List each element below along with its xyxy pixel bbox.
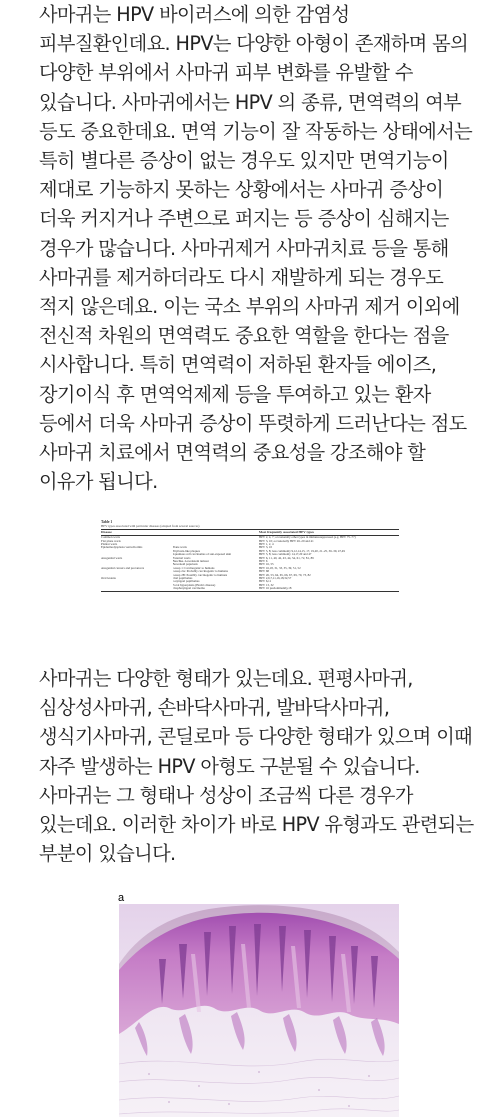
table-cell: Oral papillomas <box>172 577 193 581</box>
hpv-types-table-figure <box>101 520 399 630</box>
table-cell: Plane warts <box>172 546 187 550</box>
table-cell: Pityriasis-like plaques <box>172 549 200 553</box>
table-cell <box>101 587 173 592</box>
table-cell: HPV 1, 2, 4 <box>258 543 274 546</box>
table-cell: HPV 6, 11, 40, 42, 43, 44, 54, 61, 72, 81, 89 <box>258 556 314 560</box>
table-cell: Group 2B: Possibly carcinogenic to humans <box>172 573 228 577</box>
table-header-cell: Disease <box>101 530 173 536</box>
table-cell: Anogenital cancers and precancers <box>101 566 145 570</box>
table-cell: Flat plane warts <box>101 539 121 543</box>
table-cell: HPV 6,11 <box>258 580 272 584</box>
table-cell: HPV 2, 4, 7; occasionally other types in immunosuppressed (e.g. HPV 75–77) <box>258 535 356 540</box>
figure-panel-label: a <box>118 892 125 904</box>
wart-histology-image <box>119 904 399 1117</box>
table-cell: External warts <box>172 556 191 560</box>
article-paragraph-1: 사마귀는 HPV 바이러스에 의한 감염성 피부질환인데요. HPV는 다양한 아형이 존재하며 몸의 다양한 부위에서 사마귀 피부 변화를 유발할 수 있습니다. 사마귀에서는 HPV 의 종류, 면역력의 여부 등도 중요한데요. 면역 기능이 잘 작동하는 상태에서는 특히 별다른 증상이 없는 경우도 있지만 면역기능이 제대로 기능하지 못하는 상황에서는 사마귀 증상이 더욱 커지거나 주변으로 퍼지는 등 증상이 심해지는 경우가 많습니다. 사마귀제거 사마귀치료 등을 통해 사마귀를 제거하더라도 다시 재발하게 되는 경우도 적지 않은데요. 이는 국소 부위의 사마귀 제거 이외에 전신적 차원의 면역력도 중요한 역할을 한다는 점을 시사합니다. 특히 면역력이 저하된 환자들 에이즈, 장기이식 후 면역억제제 등을 투여하고 있는 환자 등에서 더욱 사마귀 증상이 뚜렷하게 드러난다는 점도 사마귀 치료에서 면역력의 중요성을 강조해야 할 이유가 됩니다. <box>39 3 473 494</box>
table-cell: Plantar warts <box>101 543 118 546</box>
table-cell: Focal hyperplasia (Heck's disease) <box>172 583 216 587</box>
article-paragraph-2: 사마귀는 다양한 형태가 있는데요. 편평사마귀, 심상성사마귀, 손바닥사마귀, 발바닥사마귀, 생식기사마귀, 콘딜로마 등 다양한 형태가 있으며 이때 자주 발생하는 HPV 아형도 구분될 수 있습니다. 사마귀는 그 형태나 성상이 조금씩 다른 경우가 있는데요. 이러한 차이가 바로 HPV 유형과도 관련되는 부분이 있습니다. <box>39 667 474 866</box>
table-cell: HPV 5, 8; less commonly 14,17,20 and 47 <box>258 553 312 557</box>
table-cell: HPV 26, 53, 64, 65, 66, 67, 69, 70, 73, 82 <box>258 573 311 577</box>
table-cell: Bowenoid papulosis <box>172 563 198 567</box>
table-cell: HPV 16,18, 31, 33, 35, 39, 51, 52 <box>258 566 301 570</box>
table-cell: Group 2A: Probably carcinogenic to humans <box>172 570 228 574</box>
table-cell: HPV 6 <box>258 560 268 564</box>
table-cell: Anogenital warts <box>101 556 123 560</box>
table-cell: HPV 16, 55 <box>258 563 274 567</box>
table-cell: Common warts <box>101 535 120 540</box>
table-cell: HPV 16 predominantly,18 <box>259 587 399 592</box>
hpv-types-table <box>101 529 399 592</box>
table-cell: Epidermodysplasia verruciformis <box>101 546 143 550</box>
table-cell: Squamous cell carcinomas of sun-exposed skin <box>172 553 232 557</box>
table-cell: Oropharyngeal carcinoma <box>173 587 259 592</box>
table-header-cell: Most frequently associated HPV types <box>259 530 399 536</box>
table-cell: HPV 13, 32 <box>258 583 274 587</box>
table-cell: Group 1: Carcinogenic to humans <box>172 566 215 570</box>
table-cell: HPV 3, 10 <box>258 546 273 550</box>
table-cell: HPV 2,6,7,11,16,18,32,57 <box>258 577 292 581</box>
table-cell: HPV 68 <box>258 570 269 574</box>
table-cell: HPV 3, 10; occasionally HPV 26–29 and 41 <box>258 539 314 543</box>
table-cell: HPV 5, 8; less commonly 9,12,14,15, 17, 19,20, 21–25, 36–39, 47,49 <box>258 549 345 553</box>
table-cell: Laryngeal papillomas <box>172 580 200 584</box>
table-cell: Buschke–Lowenstein tumour <box>172 560 209 564</box>
table-caption: HPV types associated with particular diseases (adapted from several sources) <box>101 524 200 528</box>
table-title: Table 1 <box>101 520 113 524</box>
table-row <box>101 587 399 592</box>
table-cell: Oral lesions <box>101 577 116 581</box>
